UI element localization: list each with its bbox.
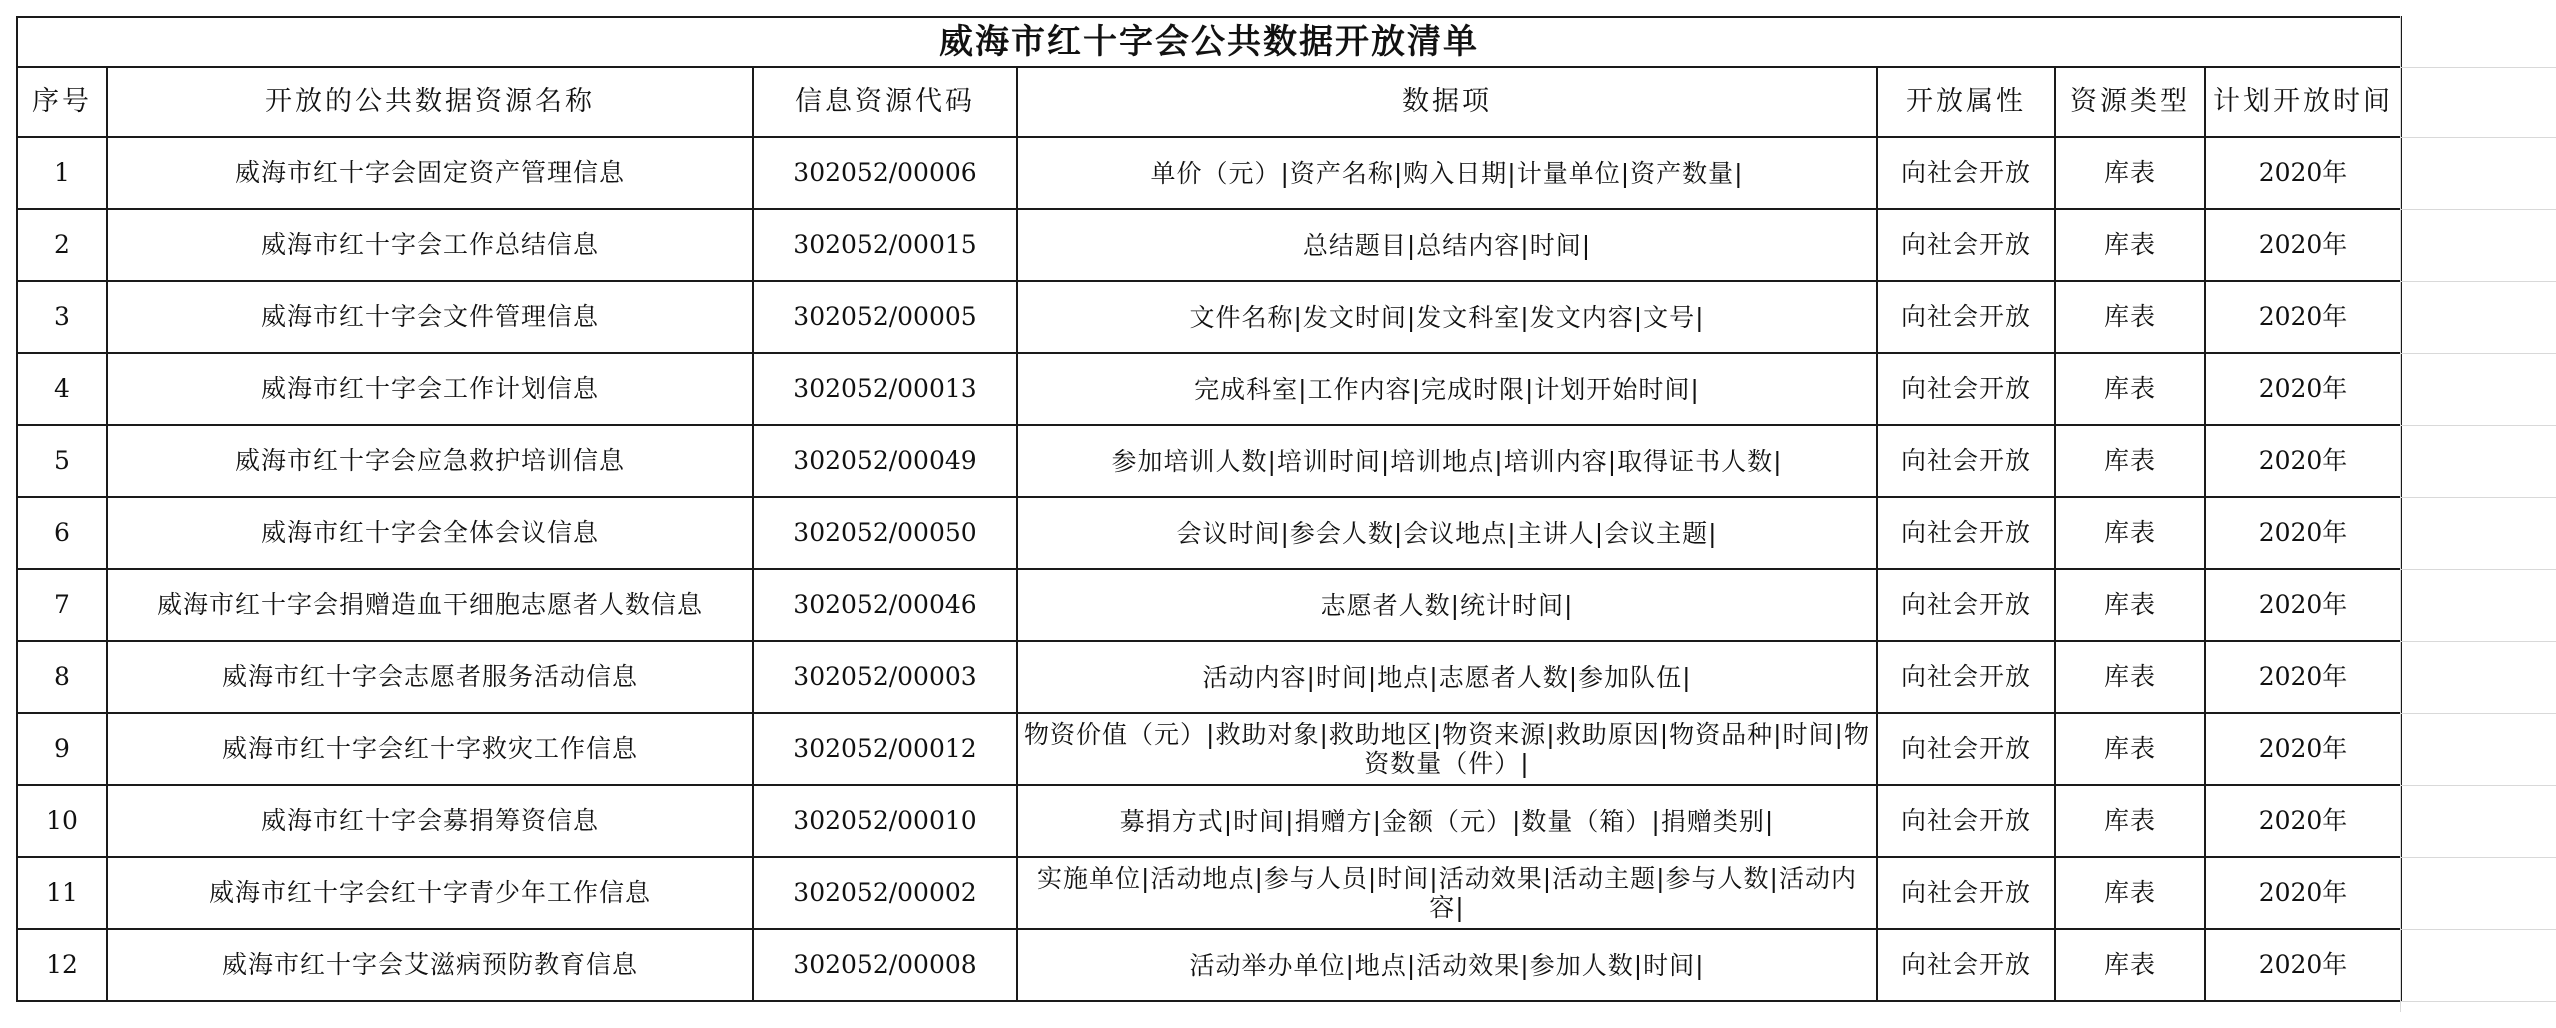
gridline xyxy=(2401,857,2556,858)
table-row xyxy=(17,497,2401,569)
cell-planned-open-time[interactable]: 2020年 xyxy=(2205,929,2401,1001)
table-title[interactable]: 威海市红十字会公共数据开放清单 xyxy=(17,17,2401,67)
header-index[interactable]: 序号 xyxy=(17,67,107,137)
cell-data-items[interactable]: 会议时间|参会人数|会议地点|主讲人|会议主题| xyxy=(1017,497,1877,569)
cell-resource-name[interactable]: 威海市红十字会工作计划信息 xyxy=(107,353,753,425)
cell-resource-type[interactable]: 库表 xyxy=(2055,929,2205,1001)
cell-resource-type[interactable]: 库表 xyxy=(2055,425,2205,497)
empty-grid-columns xyxy=(2400,16,2556,1012)
cell-open-attribute[interactable]: 向社会开放 xyxy=(1877,353,2055,425)
gridline xyxy=(2401,785,2556,786)
cell-open-attribute[interactable]: 向社会开放 xyxy=(1877,641,2055,713)
cell-open-attribute[interactable]: 向社会开放 xyxy=(1877,929,2055,1001)
cell-resource-code[interactable]: 302052/00012 xyxy=(753,713,1017,785)
gridline xyxy=(2401,353,2556,354)
gridline xyxy=(2401,713,2556,714)
cell-planned-open-time[interactable]: 2020年 xyxy=(2205,569,2401,641)
cell-resource-code[interactable]: 302052/00015 xyxy=(753,209,1017,281)
cell-resource-name[interactable]: 威海市红十字会红十字青少年工作信息 xyxy=(107,857,753,929)
cell-resource-name[interactable]: 威海市红十字会工作总结信息 xyxy=(107,209,753,281)
cell-resource-code[interactable]: 302052/00006 xyxy=(753,137,1017,209)
cell-index[interactable]: 1 xyxy=(17,137,107,209)
table-row xyxy=(17,713,2401,785)
table-row xyxy=(17,929,2401,1001)
cell-data-items[interactable]: 文件名称|发文时间|发文科室|发文内容|文号| xyxy=(1017,281,1877,353)
cell-resource-code[interactable]: 302052/00002 xyxy=(753,857,1017,929)
cell-index[interactable]: 6 xyxy=(17,497,107,569)
cell-open-attribute[interactable]: 向社会开放 xyxy=(1877,569,2055,641)
cell-open-attribute[interactable]: 向社会开放 xyxy=(1877,137,2055,209)
gridline xyxy=(2401,281,2556,282)
cell-data-items[interactable]: 活动举办单位|地点|活动效果|参加人数|时间| xyxy=(1017,929,1877,1001)
cell-resource-name[interactable]: 威海市红十字会捐赠造血干细胞志愿者人数信息 xyxy=(107,569,753,641)
table-row xyxy=(17,857,2401,929)
cell-data-items[interactable]: 志愿者人数|统计时间| xyxy=(1017,569,1877,641)
cell-planned-open-time[interactable]: 2020年 xyxy=(2205,641,2401,713)
cell-planned-open-time[interactable]: 2020年 xyxy=(2205,425,2401,497)
cell-data-items[interactable]: 实施单位|活动地点|参与人员|时间|活动效果|活动主题|参与人数|活动内容| xyxy=(1017,857,1877,929)
cell-resource-type[interactable]: 库表 xyxy=(2055,713,2205,785)
cell-index[interactable]: 8 xyxy=(17,641,107,713)
cell-data-items[interactable]: 单价（元）|资产名称|购入日期|计量单位|资产数量| xyxy=(1017,137,1877,209)
cell-resource-name[interactable]: 威海市红十字会应急救护培训信息 xyxy=(107,425,753,497)
cell-resource-code[interactable]: 302052/00046 xyxy=(753,569,1017,641)
cell-planned-open-time[interactable]: 2020年 xyxy=(2205,353,2401,425)
table-row xyxy=(17,209,2401,281)
cell-resource-type[interactable]: 库表 xyxy=(2055,137,2205,209)
cell-resource-code[interactable]: 302052/00008 xyxy=(753,929,1017,1001)
table-row xyxy=(17,641,2401,713)
cell-resource-name[interactable]: 威海市红十字会全体会议信息 xyxy=(107,497,753,569)
cell-resource-code[interactable]: 302052/00003 xyxy=(753,641,1017,713)
cell-resource-code[interactable]: 302052/00049 xyxy=(753,425,1017,497)
gridline xyxy=(2401,929,2556,930)
spreadsheet-sheet xyxy=(16,16,2400,1012)
cell-resource-code[interactable]: 302052/00013 xyxy=(753,353,1017,425)
cell-planned-open-time[interactable]: 2020年 xyxy=(2205,857,2401,929)
cell-index[interactable]: 9 xyxy=(17,713,107,785)
cell-index[interactable]: 12 xyxy=(17,929,107,1001)
cell-resource-type[interactable]: 库表 xyxy=(2055,569,2205,641)
header-name[interactable]: 开放的公共数据资源名称 xyxy=(107,67,753,137)
header-code[interactable]: 信息资源代码 xyxy=(753,67,1017,137)
gridline xyxy=(2401,1001,2556,1002)
table-row xyxy=(17,425,2401,497)
cell-index[interactable]: 2 xyxy=(17,209,107,281)
cell-data-items[interactable]: 完成科室|工作内容|完成时限|计划开始时间| xyxy=(1017,353,1877,425)
cell-resource-code[interactable]: 302052/00050 xyxy=(753,497,1017,569)
gridline xyxy=(2401,67,2556,68)
cell-open-attribute[interactable]: 向社会开放 xyxy=(1877,425,2055,497)
gridline xyxy=(2401,137,2556,138)
cell-data-items[interactable]: 物资价值（元）|救助对象|救助地区|物资来源|救助原因|物资品种|时间|物资数量（件）| xyxy=(1017,713,1877,785)
table-row xyxy=(17,353,2401,425)
cell-planned-open-time[interactable]: 2020年 xyxy=(2205,497,2401,569)
cell-resource-name[interactable]: 威海市红十字会募捐筹资信息 xyxy=(107,785,753,857)
cell-index[interactable]: 10 xyxy=(17,785,107,857)
cell-planned-open-time[interactable]: 2020年 xyxy=(2205,137,2401,209)
cell-resource-type[interactable]: 库表 xyxy=(2055,785,2205,857)
table-row xyxy=(17,137,2401,209)
cell-data-items[interactable]: 参加培训人数|培训时间|培训地点|培训内容|取得证书人数| xyxy=(1017,425,1877,497)
cell-index[interactable]: 7 xyxy=(17,569,107,641)
cell-resource-type[interactable]: 库表 xyxy=(2055,353,2205,425)
gridline xyxy=(2401,425,2556,426)
cell-index[interactable]: 11 xyxy=(17,857,107,929)
cell-resource-name[interactable]: 威海市红十字会固定资产管理信息 xyxy=(107,137,753,209)
gridline xyxy=(2401,641,2556,642)
cell-resource-code[interactable]: 302052/00010 xyxy=(753,785,1017,857)
cell-data-items[interactable]: 募捐方式|时间|捐赠方|金额（元）|数量（箱）|捐赠类别| xyxy=(1017,785,1877,857)
cell-resource-name[interactable]: 威海市红十字会红十字救灾工作信息 xyxy=(107,713,753,785)
table-row xyxy=(17,281,2401,353)
header-plan[interactable]: 计划开放时间 xyxy=(2205,67,2401,137)
cell-index[interactable]: 5 xyxy=(17,425,107,497)
cell-resource-type[interactable]: 库表 xyxy=(2055,641,2205,713)
gridline xyxy=(2401,497,2556,498)
cell-open-attribute[interactable]: 向社会开放 xyxy=(1877,785,2055,857)
table-row xyxy=(17,785,2401,857)
cell-planned-open-time[interactable]: 2020年 xyxy=(2205,713,2401,785)
header-items[interactable]: 数据项 xyxy=(1017,67,1877,137)
gridline xyxy=(2401,209,2556,210)
header-row xyxy=(17,67,2401,137)
cell-resource-code[interactable]: 302052/00005 xyxy=(753,281,1017,353)
cell-resource-type[interactable]: 库表 xyxy=(2055,497,2205,569)
table-row xyxy=(17,569,2401,641)
cell-open-attribute[interactable]: 向社会开放 xyxy=(1877,857,2055,929)
header-type[interactable]: 资源类型 xyxy=(2055,67,2205,137)
cell-open-attribute[interactable]: 向社会开放 xyxy=(1877,281,2055,353)
cell-resource-name[interactable]: 威海市红十字会文件管理信息 xyxy=(107,281,753,353)
cell-open-attribute[interactable]: 向社会开放 xyxy=(1877,713,2055,785)
cell-planned-open-time[interactable]: 2020年 xyxy=(2205,209,2401,281)
gridline xyxy=(2401,569,2556,570)
cell-resource-type[interactable]: 库表 xyxy=(2055,857,2205,929)
title-row xyxy=(17,17,2401,67)
header-attribute[interactable]: 开放属性 xyxy=(1877,67,2055,137)
data-catalog-table xyxy=(16,16,2402,1002)
cell-planned-open-time[interactable]: 2020年 xyxy=(2205,785,2401,857)
cell-data-items[interactable]: 总结题目|总结内容|时间| xyxy=(1017,209,1877,281)
cell-resource-type[interactable]: 库表 xyxy=(2055,281,2205,353)
cell-open-attribute[interactable]: 向社会开放 xyxy=(1877,209,2055,281)
cell-planned-open-time[interactable]: 2020年 xyxy=(2205,281,2401,353)
cell-open-attribute[interactable]: 向社会开放 xyxy=(1877,497,2055,569)
cell-resource-name[interactable]: 威海市红十字会志愿者服务活动信息 xyxy=(107,641,753,713)
cell-data-items[interactable]: 活动内容|时间|地点|志愿者人数|参加队伍| xyxy=(1017,641,1877,713)
cell-resource-type[interactable]: 库表 xyxy=(2055,209,2205,281)
cell-resource-name[interactable]: 威海市红十字会艾滋病预防教育信息 xyxy=(107,929,753,1001)
cell-index[interactable]: 3 xyxy=(17,281,107,353)
cell-index[interactable]: 4 xyxy=(17,353,107,425)
